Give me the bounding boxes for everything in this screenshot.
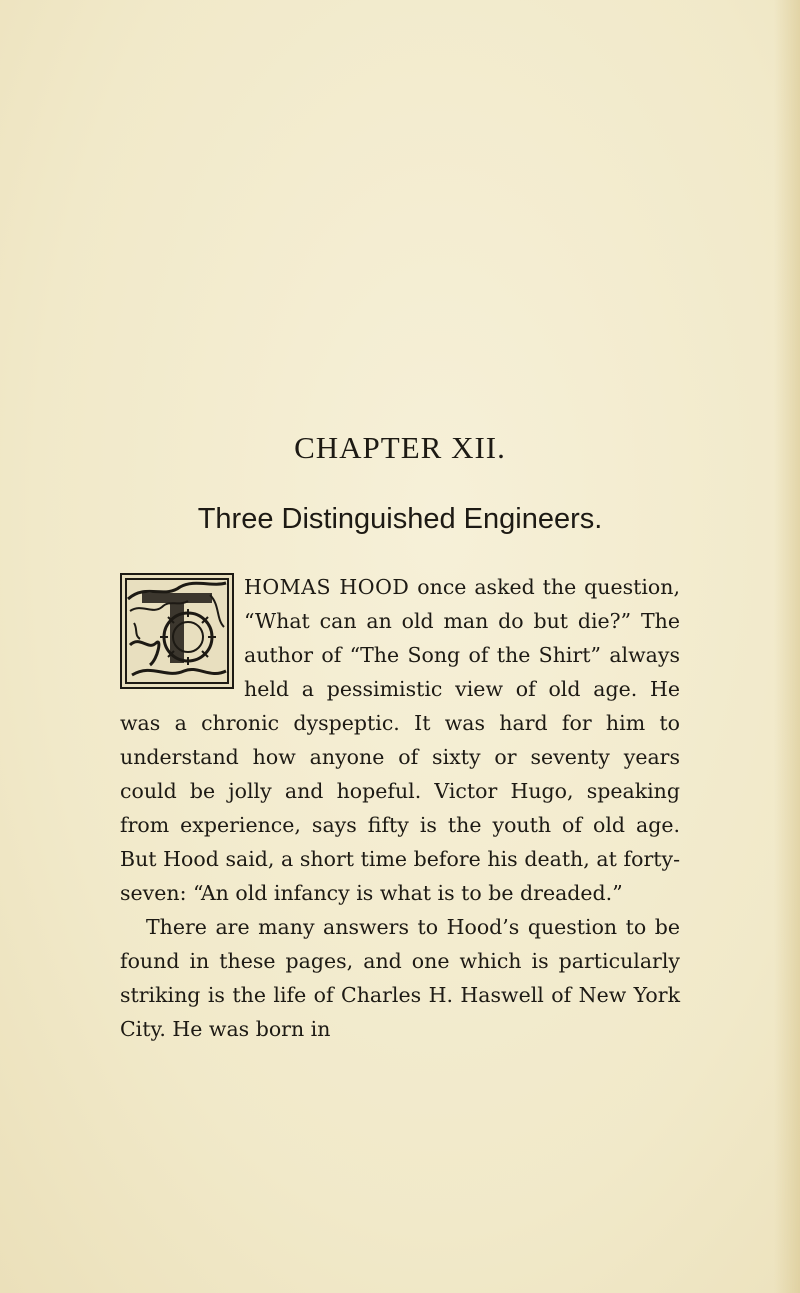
chapter-title: Three Distinguished Engineers. [197,503,603,535]
chapter-heading: CHAPTER XII. [294,430,506,465]
chapter-body [120,570,680,1046]
opening-words: HOMAS HOOD [244,575,410,599]
paragraph-1 [120,570,680,910]
paragraph-1-text: once asked the question, “What can an old man do but die?” The author of “The Song of the Shirt” always held a pessimistic view of old age. He was a chronic dyspeptic. It was hard for him to understand how anyone of sixty or seventy years could be jolly and hopeful. Victor Hugo, speaking from experience, says fifty is the youth of old age. But Hood said, a short time before his death, at forty-seven: “An old infancy is what is to be dreaded.” [120,575,680,905]
paragraph-2: There are many answers to Hood’s question to be found in these pages, and one which is particularly striking is the life of Charles H. Haswell of New York City. He was born in [120,915,680,1041]
ornamental-drop-cap-icon [120,573,234,689]
